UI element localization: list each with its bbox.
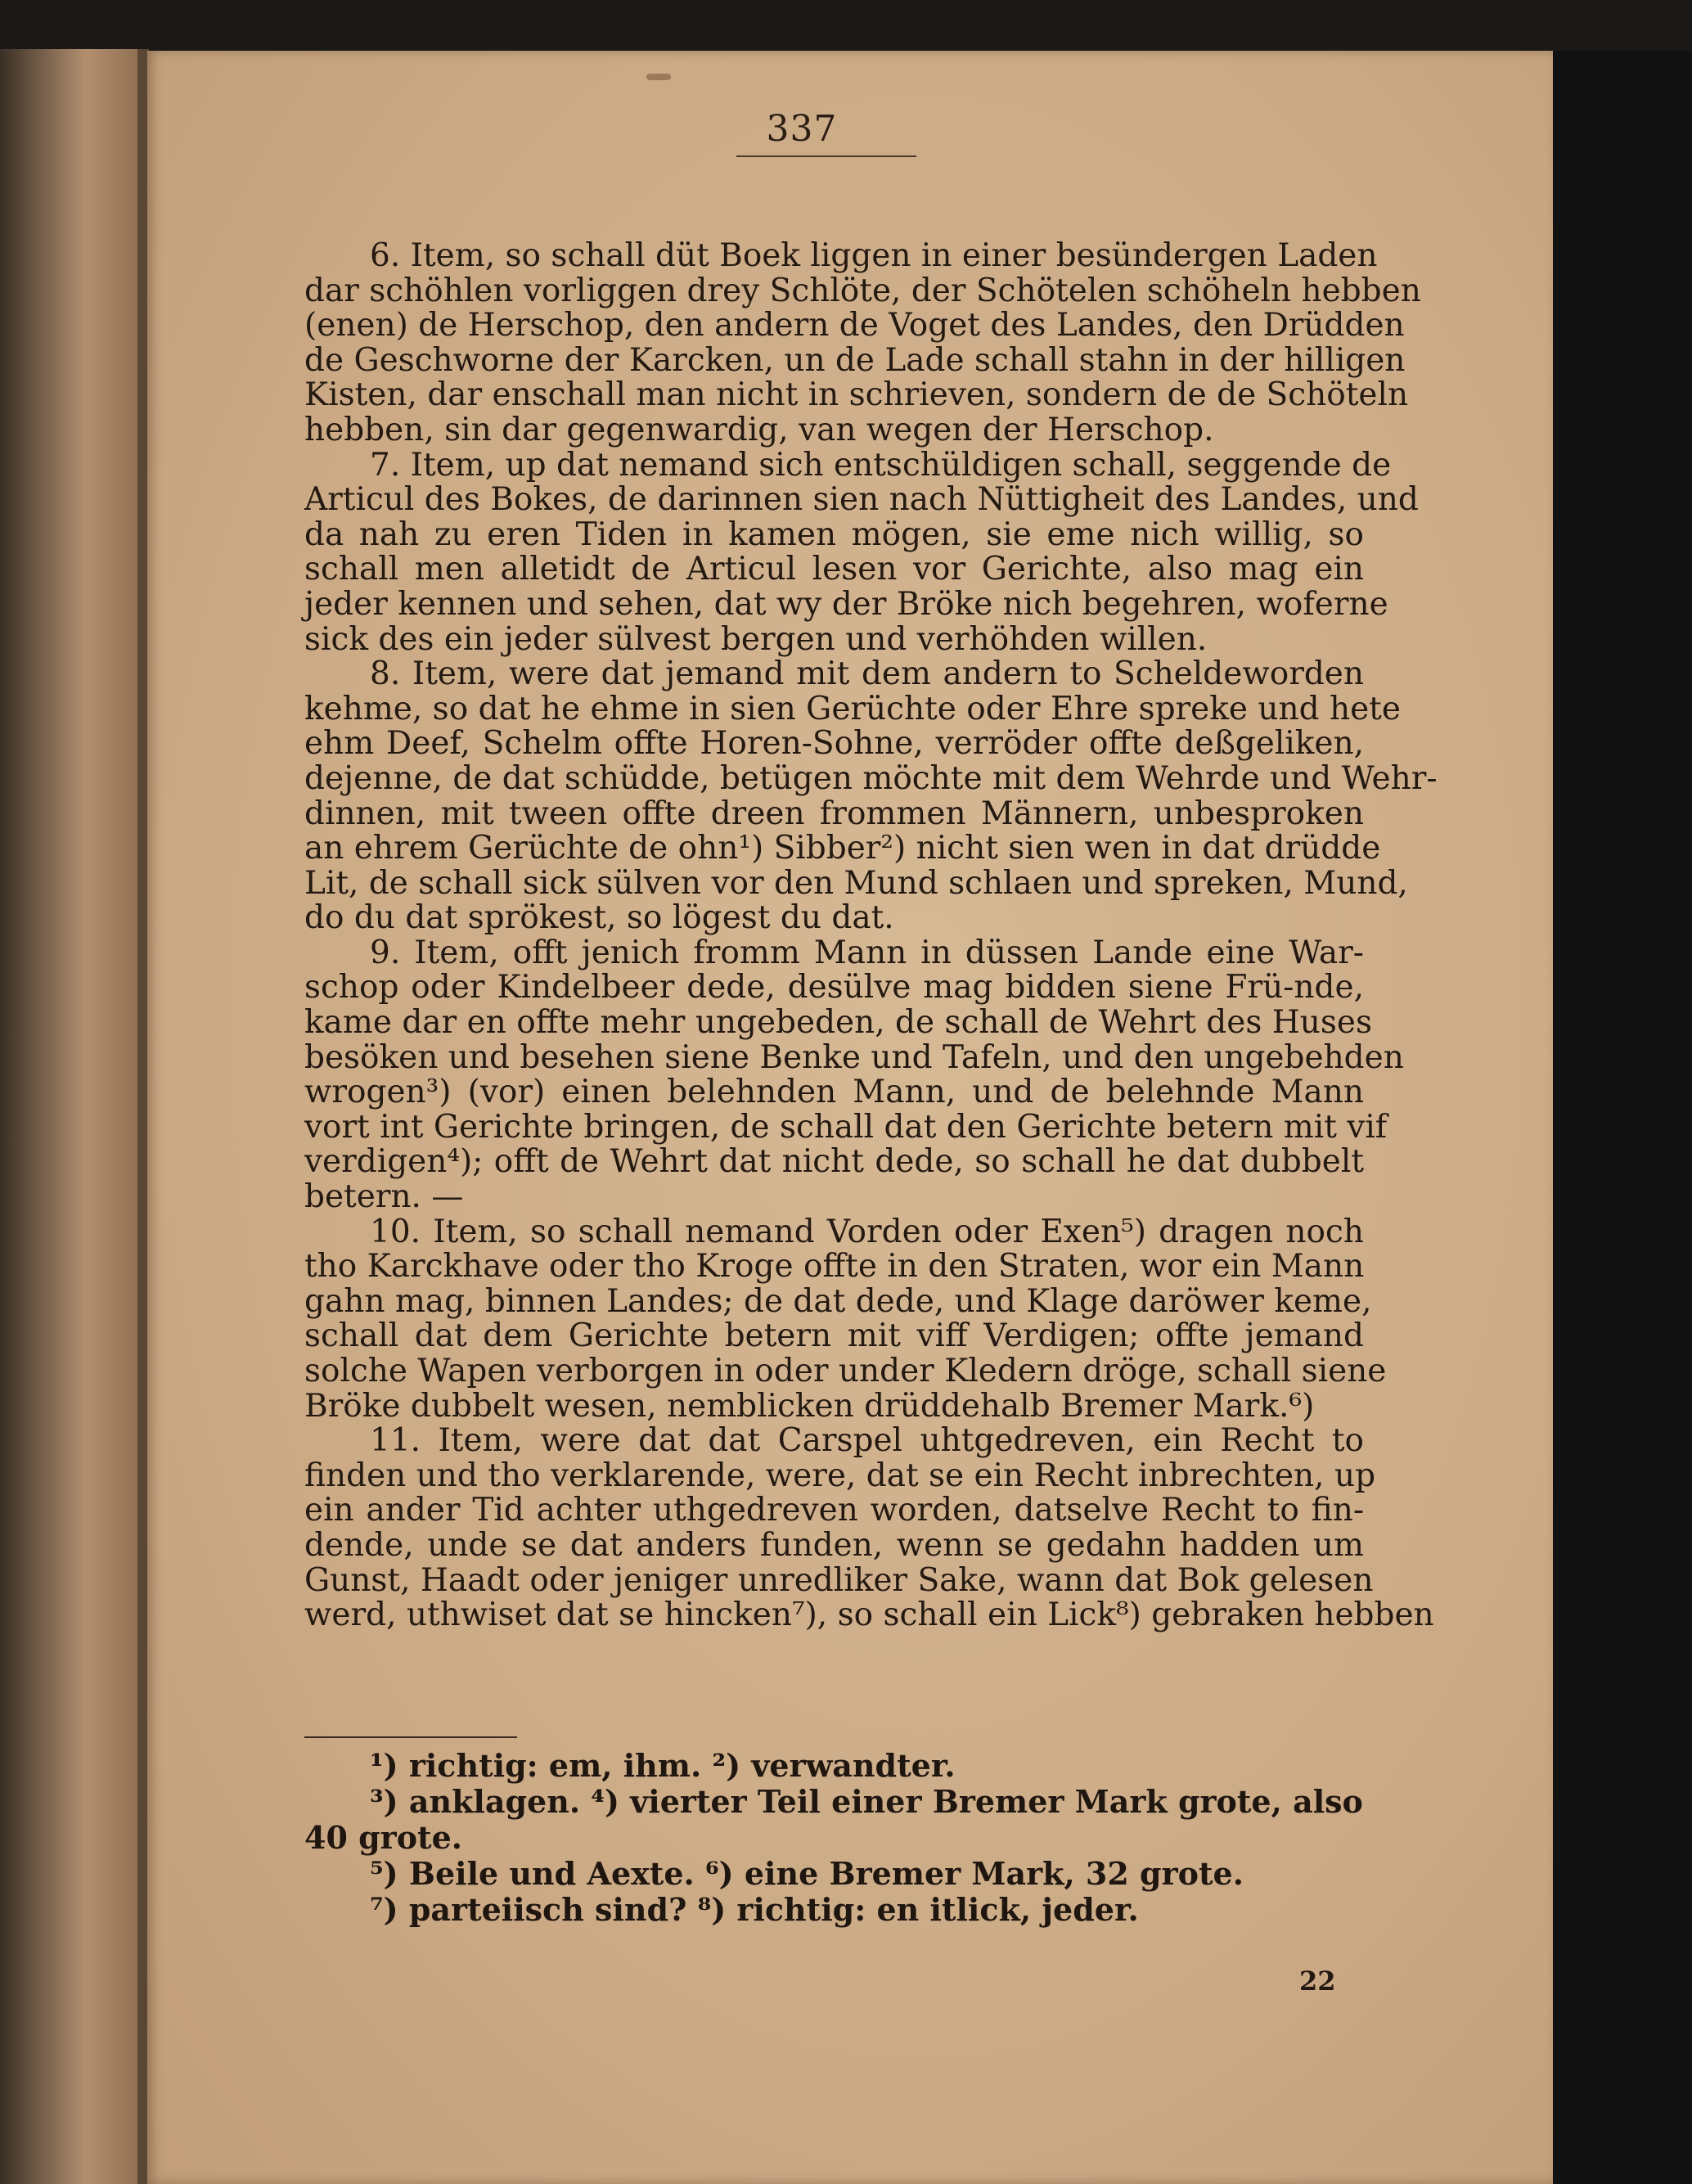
text-line: schop oder Kindelbeer dede, desülve mag bidden siene Frü-nde,	[304, 969, 1364, 1006]
page-stain	[646, 74, 671, 80]
text-line: 6. Item, so schall düt Boek liggen in einer besündergen Laden	[370, 237, 1378, 274]
text-line: Gunst, Haadt oder jeniger unredliker Sake, wann dat Bok gelesen	[304, 1561, 1374, 1599]
text-line: dejenne, de dat schüdde, betügen möchte mit dem Wehrde und Wehr-	[304, 759, 1438, 797]
text-line: Bröke dubbelt wesen, nemblicken drüddehalb Bremer Mark.⁶)	[304, 1387, 1315, 1425]
text-line: do du dat sprökest, so lögest du dat.	[304, 899, 894, 937]
text-line: finden und tho verklarende, were, dat se ein Recht inbrechten, up	[304, 1457, 1376, 1494]
text-line: jeder kennen und sehen, dat wy der Bröke nich begehren, woferne	[304, 585, 1388, 623]
text-line: ein ander Tid achter uthgedreven worden, datselve Recht to fin-	[304, 1492, 1364, 1529]
text-line: 7. Item, up dat nemand sich entschüldigen schall, seggende de	[370, 446, 1392, 484]
footnote-line: 40 grote.	[304, 1819, 463, 1856]
text-line: wrogen³) (vor) einen belehnden Mann, und de belehnde Mann	[304, 1074, 1364, 1111]
text-line: betern. —	[304, 1178, 464, 1216]
text-line: Articul des Bokes, de darinnen sien nach Nüttigheit des Landes, und	[304, 481, 1419, 519]
text-line: kame dar en offte mehr ungebeden, de schall de Wehrt des Huses	[304, 1004, 1372, 1042]
facing-page-edge	[0, 49, 143, 2184]
text-line: tho Karckhave oder tho Kroge offte in den Straten, wor ein Mann	[304, 1248, 1365, 1286]
footnote-rule	[304, 1736, 517, 1738]
text-line: (enen) de Herschop, den andern de Voget des Landes, den Drüdden	[304, 307, 1405, 344]
text-line: dar schöhlen vorliggen drey Schlöte, der Schötelen schöheln hebben	[304, 272, 1421, 309]
text-line: gahn mag, binnen Landes; de dat dede, und Klage daröwer keme,	[304, 1282, 1372, 1320]
text-line: hebben, sin dar gegenwardig, van wegen der Herschop.	[304, 411, 1214, 448]
text-line: dende, unde se dat anders funden, wenn se gedahn hadden um	[304, 1526, 1364, 1564]
text-line: 8. Item, were dat jemand mit dem andern to Scheldeworden	[370, 655, 1364, 693]
text-line: 11. Item, were dat dat Carspel uhtgedreven, ein Recht to	[370, 1422, 1364, 1460]
text-line: Lit, de schall sick sülven vor den Mund schlaen und spreken, Mund,	[304, 864, 1408, 902]
text-line: verdigen⁴); offt de Wehrt dat nicht dede, so schall he dat dubbelt	[304, 1143, 1364, 1181]
text-line: Kisten, dar enschall man nicht in schrieven, sondern de de Schöteln	[304, 376, 1409, 414]
footnote-line: ⁵) Beile und Aexte. ⁶) eine Bremer Mark, 32 grote.	[370, 1855, 1244, 1892]
text-line: vort int Gerichte bringen, de schall dat den Gerichte betern mit vif	[304, 1108, 1388, 1146]
text-line: 9. Item, offt jenich fromm Mann in düssen Lande eine War-	[370, 934, 1364, 971]
signature-mark: 22	[1299, 1966, 1336, 1997]
footnotes	[304, 1748, 1364, 1928]
page-number: 337	[766, 108, 838, 150]
footnote-line: ⁷) parteiisch sind? ⁸) richtig: en itlick, jeder.	[370, 1891, 1139, 1928]
header-rule	[736, 155, 916, 157]
text-line: werd, uthwiset dat se hincken⁷), so schall ein Lick⁸) gebraken hebben	[304, 1596, 1434, 1634]
text-line: ehm Deef, Schelm offte Horen-Sohne, verröder offte deßgeliken,	[304, 725, 1364, 763]
text-line: schall dat dem Gerichte betern mit viff Verdigen; offte jemand	[304, 1317, 1364, 1355]
footnote-line: ³) anklagen. ⁴) vierter Teil einer Bremer Mark grote, also	[370, 1783, 1363, 1820]
text-line: da nah zu eren Tiden in kamen mögen, sie eme nich willig, so	[304, 516, 1364, 553]
footnote-line: ¹) richtig: em, ihm. ²) verwandter.	[370, 1747, 956, 1784]
background-margin	[1553, 51, 1692, 2184]
text-line: de Geschworne der Karcken, un de Lade schall stahn in der hilligen	[304, 341, 1406, 379]
text-line: kehme, so dat he ehme in sien Gerüchte oder Ehre spreke und hete	[304, 690, 1401, 727]
text-line: besöken und besehen siene Benke und Tafeln, und den ungebehden	[304, 1038, 1404, 1076]
text-line: an ehrem Gerüchte de ohn¹) Sibber²) nicht sien wen in dat drüdde	[304, 830, 1381, 867]
body-text	[304, 237, 1438, 1634]
text-line: schall men alletidt de Articul lesen vor Gerichte, also mag ein	[304, 551, 1364, 588]
text-line: solche Wapen verborgen in oder under Kledern dröge, schall siene	[304, 1353, 1387, 1389]
text-line: dinnen, mit tween offte dreen frommen Männern, unbesproken	[304, 795, 1364, 832]
text-line: 10. Item, so schall nemand Vorden oder Exen⁵) dragen noch	[370, 1213, 1364, 1250]
text-line: sick des ein jeder sülvest bergen und verhöhden willen.	[304, 620, 1208, 658]
